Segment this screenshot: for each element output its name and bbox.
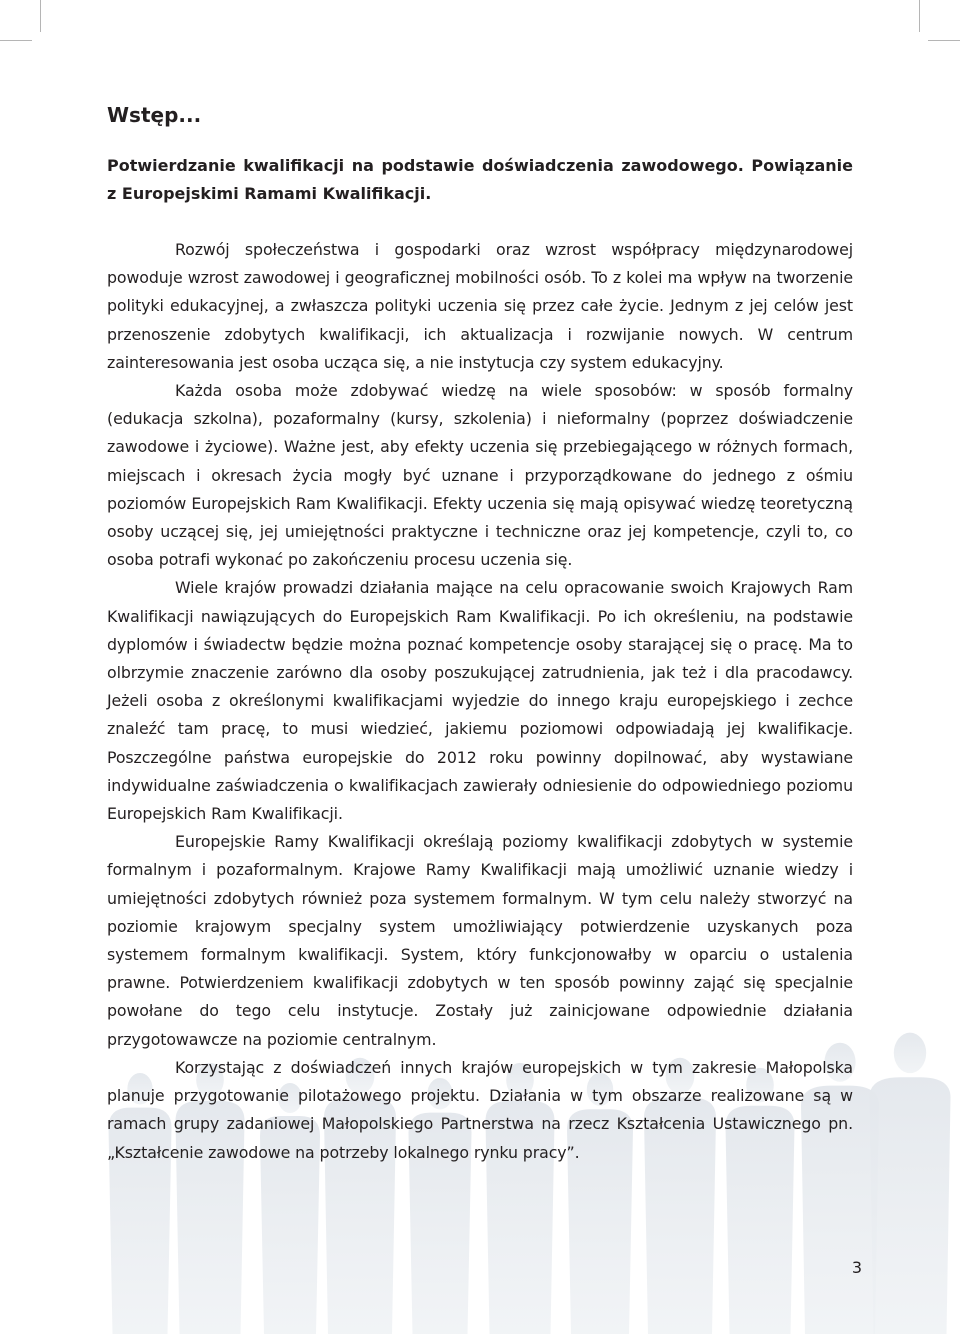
- paragraph: Wiele krajów prowadzi działania mające na celu opracowanie swoich Krajowych Ram Kwalifikacji nawiązujących do Europejskich Ram Kwalifikacji. Po ich określeniu, na podstawie dyplomów i świadectw będzie można poznać kompetencje osoby starającej się o pracę. Ma to olbrzymie znaczenie zarówno dla osoby poszukującej zatrudnienia, jak też i dla pracodawcy. Jeżeli osoba z określonymi kwalifikacjami wyjedzie do innego kraju europejskiego i zechce znaleźć tam pracę, to musi wiedzieć, jakiemu poziomowi odpowiadają jej kwalifikacje. Poszczególne państwa europejskie do 2012 roku powinny dopilnować, aby wystawiane indywidualne zaświadczenia o kwalifikacjach zawierały odniesienie do odpowiedniego poziomu Europejskich Ram Kwalifikacji.: [107, 578, 853, 824]
- page-heading: Wstęp...: [107, 103, 202, 127]
- section-subheading: Potwierdzanie kwalifikacji na podstawie doświadczenia zawodowego. Powiązanie z Europejskimi Ramami Kwalifikacji.: [107, 156, 853, 203]
- crop-mark-top-right: [919, 0, 920, 32]
- paragraph: Korzystając z doświadczeń innych krajów europejskich w tym zakresie Małopolska planuje przygotowanie pilotażowego projektu. Działania w tym obszarze realizowane są w ramach grupy zadaniowej Małopolskiego Partnerstwa na rzecz Kształcenia Ustawicznego pn. „Kształcenie zawodowe na potrzeby lokalnego rynku pracy”.: [107, 1057, 853, 1162]
- paragraph: Rozwój społeczeństwa i gospodarki oraz wzrost współpracy międzynarodowej powoduje wzrost zawodowej i geograficznej mobilności osób. To z kolei ma wpływ na tworzenie polityki edukacyjnej, a zwłaszcza polityki uczenia się przez całe życie. Jednym z jej celów jest przenoszenie zdobytych kwalifikacji, ich aktualizacja i rozwijanie nowych. W centrum zainteresowania jest osoba ucząca się, a nie instytucja czy system edukacyjny.: [107, 240, 853, 372]
- paragraph: Każda osoba może zdobywać wiedzę na wiele sposobów: w sposób formalny (edukacja szkolna), pozaformalny (kursy, szkolenia) i nieformalny (poprzez doświadczenie zawodowe i życiowe). Ważne jest, aby efekty uczenia się przebiegającego w różnych formach, miejscach i okresach życia mogły być uznane i przyporządkowane do jednego z ośmiu poziomów Europejskich Ram Kwalifikacji. Efekty uczenia się mają opisywać wiedzę teoretyczną osoby uczącej się, jej umiejętności praktyczne i techniczne oraz jej kompetencje, czyli to, co osoba potrafi wykonać po zakończeniu procesu uczenia się.: [107, 381, 853, 570]
- page-content: [107, 98, 853, 1167]
- paragraph: Europejskie Ramy Kwalifikacji określają poziomy kwalifikacji zdobytych w systemie formalnym i pozaformalnym. Krajowe Ramy Kwalifikacji mają umożliwić uznanie wiedzy i umiejętności zdobytych również poza systemem formalnym. W tym celu należy stworzyć na poziomie krajowym specjalny system umożliwiający potwierdzenie uzyskanych poza systemem formalnym kwalifikacji. System, który funkcjonowałby w oparciu o ustalenia prawne. Potwierdzeniem kwalifikacji zdobytych w ten sposób powinny zająć się specjalnie powołane do tego celu instytucje. Zostały już zainicjowane odpowiednie działania przygotowawcze na poziomie centralnym.: [107, 832, 853, 1049]
- crop-mark-top-left: [40, 0, 41, 32]
- body-text: [107, 236, 853, 1167]
- silhouette-body: [870, 1077, 951, 1334]
- page-number: 3: [851, 1258, 862, 1277]
- silhouette-head: [894, 1033, 926, 1074]
- crop-mark-right-top: [928, 40, 960, 41]
- crop-mark-left-top: [0, 40, 32, 41]
